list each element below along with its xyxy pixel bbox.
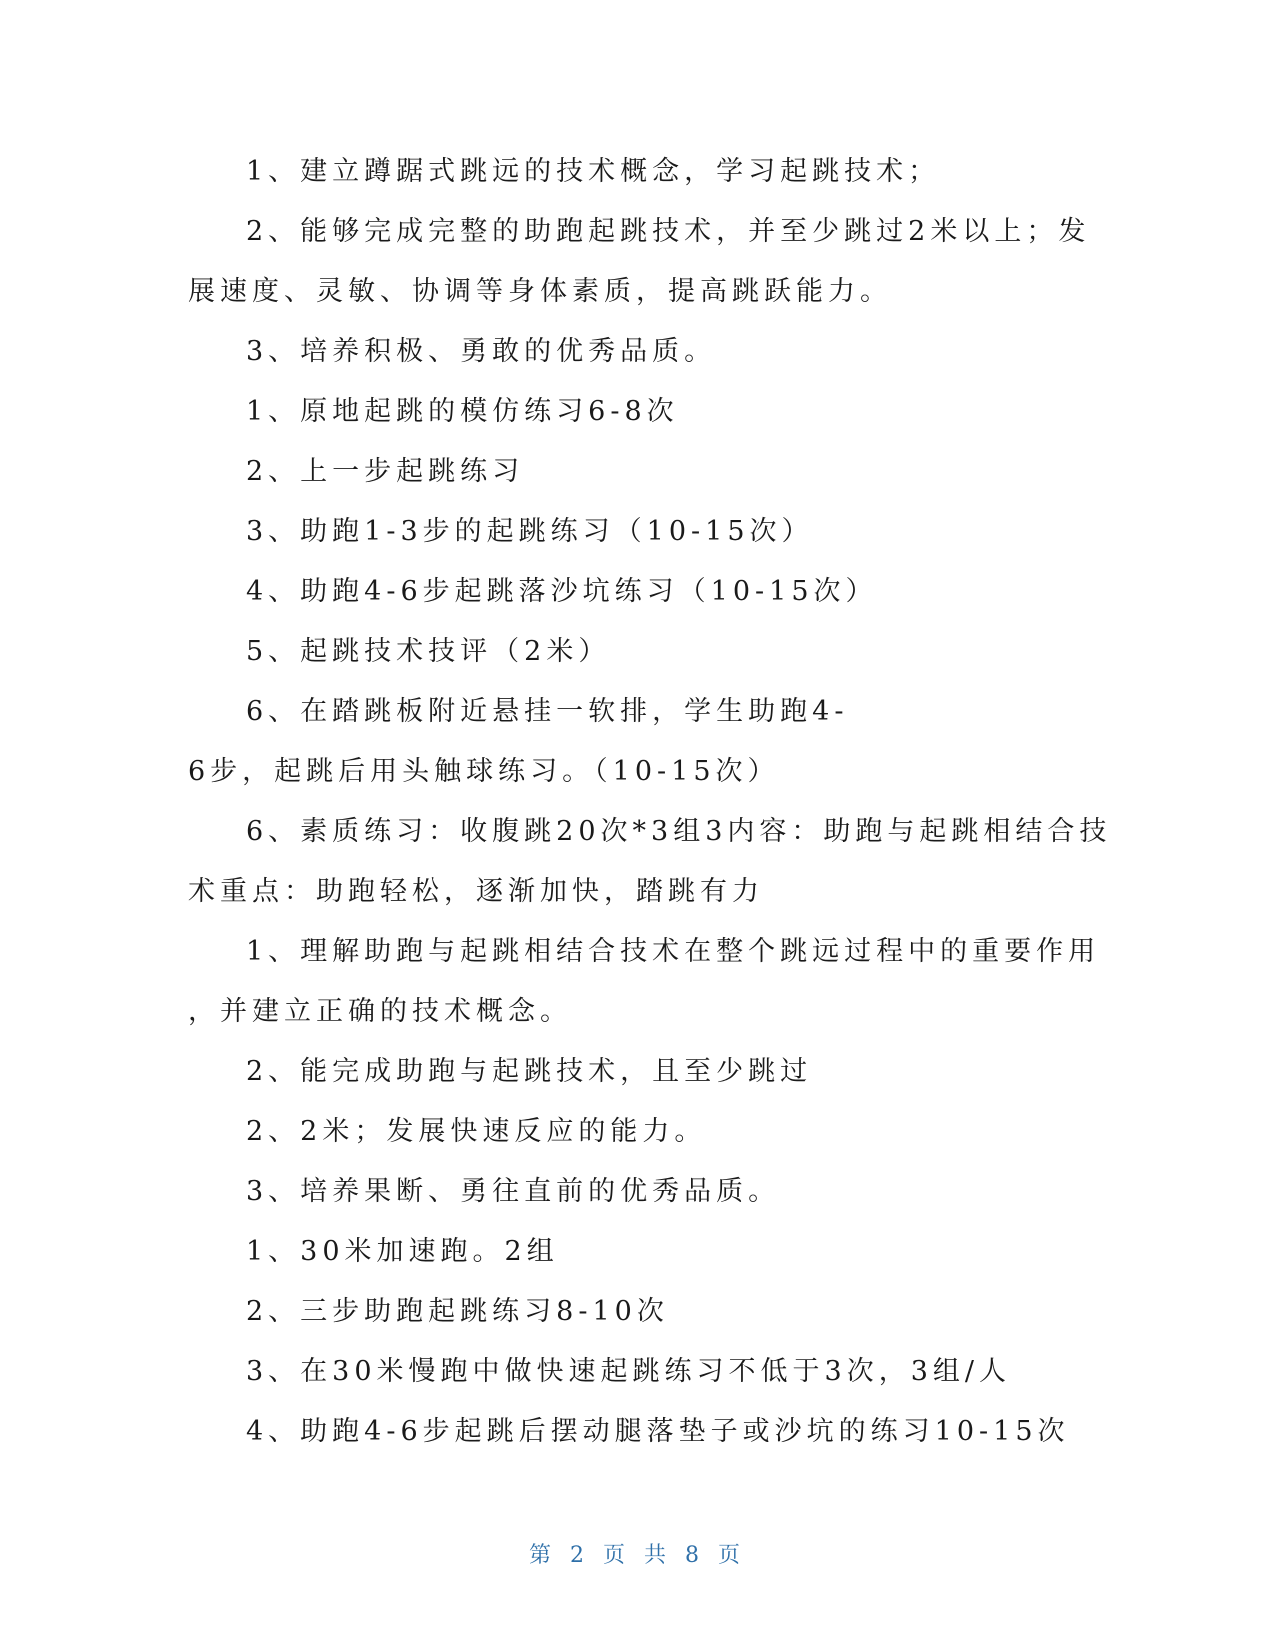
paragraph-line: 1、建立蹲踞式跳远的技术概念，学习起跳技术； <box>246 156 941 187</box>
paragraph-line: 6步，起跳后用头触球练习。（10-15次） <box>188 756 780 787</box>
paragraph-line: 2、能完成助跑与起跳技术，且至少跳过 <box>246 1056 813 1087</box>
document-body <box>188 142 1112 1462</box>
paragraph-line: 3、培养果断、勇往直前的优秀品质。 <box>246 1176 781 1207</box>
paragraph-line: 6、在踏跳板附近悬挂一软排，学生助跑4- <box>246 696 849 727</box>
paragraph-line: 3、在30米慢跑中做快速起跳练习不低于3次，3组/人 <box>246 1356 1011 1387</box>
paragraph-line: 5、起跳技术技评（2米） <box>246 636 611 667</box>
paragraph-line: 2、三步助跑起跳练习8-10次 <box>246 1296 669 1327</box>
paragraph-line: 1、理解助跑与起跳相结合技术在整个跳远过程中的重要作用 <box>246 936 1101 967</box>
paragraph-line: 3、助跑1-3步的起跳练习（10-15次） <box>246 516 814 547</box>
paragraph-line: 6、素质练习：收腹跳20次*3组3内容：助跑与起跳相结合技 <box>246 816 1112 847</box>
paragraph-line: 2、上一步起跳练习 <box>246 456 525 487</box>
paragraph-line: 术重点：助跑轻松，逐渐加快，踏跳有力 <box>188 876 764 907</box>
page-number-footer: 第 2 页 共 8 页 <box>529 1543 746 1568</box>
paragraph-line: 4、助跑4-6步起跳落沙坑练习（10-15次） <box>246 576 878 607</box>
paragraph-line: 2、2米；发展快速反应的能力。 <box>246 1116 707 1147</box>
paragraph-line: 4、助跑4-6步起跳后摆动腿落垫子或沙坑的练习10-15次 <box>246 1416 1070 1447</box>
paragraph-line: 展速度、灵敏、协调等身体素质，提高跳跃能力。 <box>188 276 892 307</box>
paragraph-line: 2、能够完成完整的助跑起跳技术，并至少跳过2米以上；发 <box>246 216 1091 247</box>
paragraph-line: 3、培养积极、勇敢的优秀品质。 <box>246 336 717 367</box>
paragraph-line: 1、原地起跳的模仿练习6-8次 <box>246 396 679 427</box>
paragraph-line: ，并建立正确的技术概念。 <box>188 996 572 1027</box>
paragraph-line: 1、30米加速跑。2组 <box>246 1236 559 1267</box>
